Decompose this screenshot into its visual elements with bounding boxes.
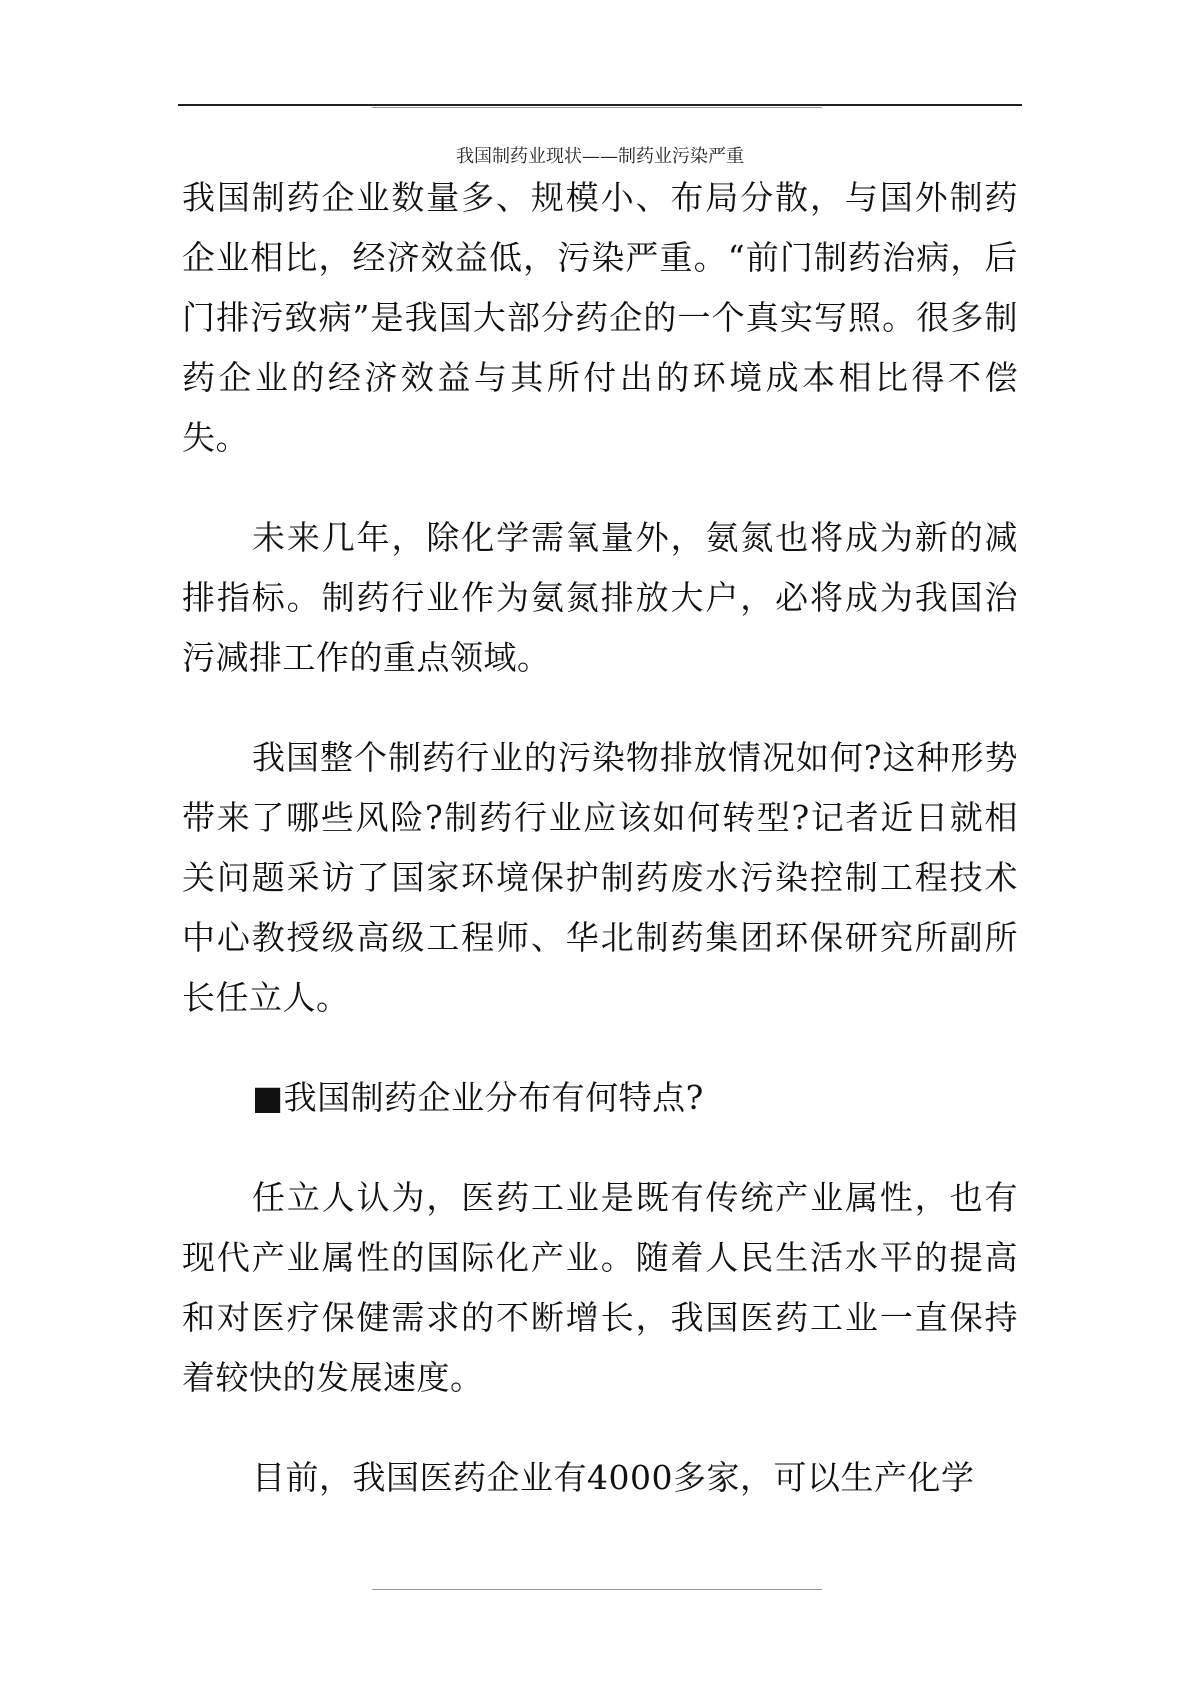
header-rule-top (178, 104, 1022, 106)
document-body (182, 168, 1018, 1508)
section-heading: ■我国制药企业分布有何特点? (252, 1078, 704, 1117)
paragraph-1: 我国制药企业数量多、规模小、布局分散，与国外制药企业相比，经济效益低，污染严重。“前门制药治病，后门排污致病”是我国大部分药企的一个真实写照。很多制药企业的经济效益与其所付出的环境成本相比得不偿失。 (182, 178, 1018, 457)
running-title: 我国制药业现状——制药业污染严重 (456, 146, 744, 167)
header-rule-inner (372, 107, 822, 108)
paragraph-2: 未来几年，除化学需氧量外，氨氮也将成为新的减排指标。制药行业作为氨氮排放大户，必将成为我国治污减排工作的重点领域。 (182, 518, 1018, 677)
paragraph-3: 我国整个制药行业的污染物排放情况如何?这种形势带来了哪些风险?制药行业应该如何转型?记者近日就相关问题采访了国家环境保护制药废水污染控制工程技术中心教授级高级工程师、华北制药集团环保研究所副所长任立人。 (182, 738, 1018, 1017)
paragraph-5: 目前，我国医药企业有4000多家，可以生产化学 (252, 1458, 975, 1497)
footer-rule (372, 1589, 822, 1590)
paragraph-4: 任立人认为，医药工业是既有传统产业属性，也有现代产业属性的国际化产业。随着人民生活水平的提高和对医疗保健需求的不断增长，我国医药工业一直保持着较快的发展速度。 (182, 1178, 1018, 1397)
